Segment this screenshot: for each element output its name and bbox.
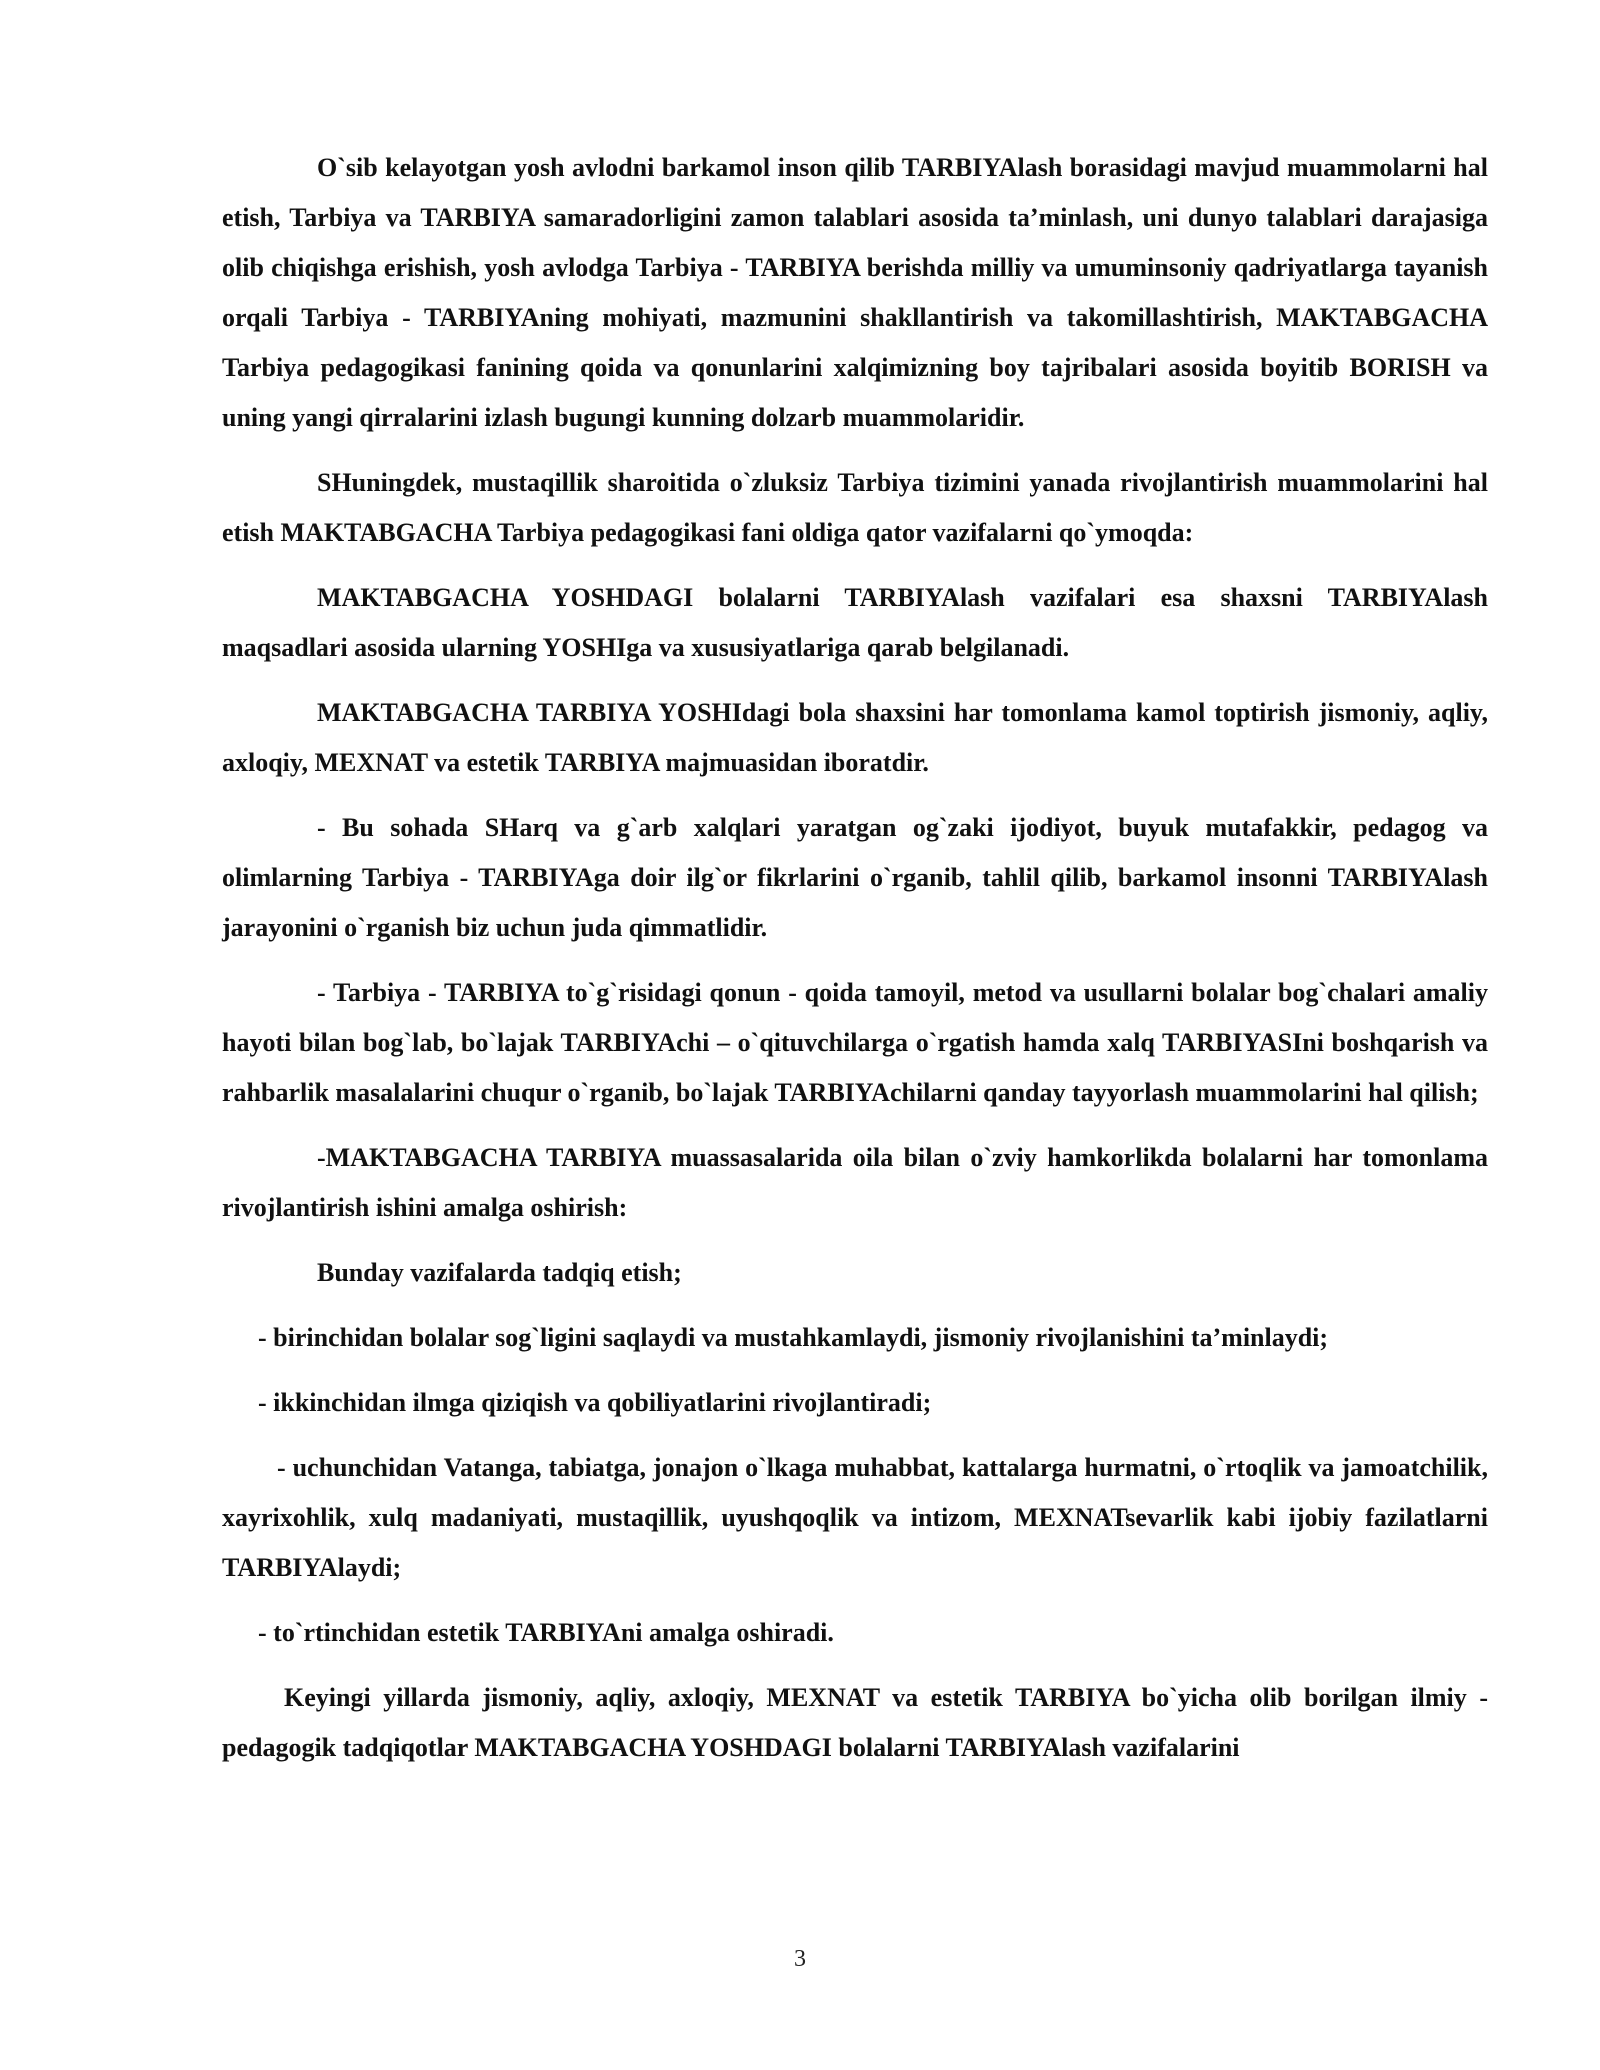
list-item-first: - birinchidan bolalar sog`ligini saqlaydi va mustahkamlaydi, jismoniy rivojlanishini ta’minlaydi; (258, 1323, 1329, 1352)
paragraph-laws: - Tarbiya - TARBIYA to`g`risidagi qonun - qoida tamoyil, metod va usullarni bolalar bog`chalari amaliy hayoti bilan bog`lab, bo`lajak TARBIYAchi – o`qituvchilarga o`rgatish hamda xalq TARBIYASIni boshqarish va rahbarlik masalalarini chuqur o`rganib, bo`lajak TARBIYAchilarni qanday tayyorlash muammolarini hal qilish; (222, 978, 1488, 1107)
page-number: 3 (794, 1946, 806, 1972)
paragraph-tasks-intro: SHuningdek, mustaqillik sharoitida o`zluksiz Tarbiya tizimini yanada rivojlantirish muammolarini hal etish MAKTABGACHA Tarbiya pedagogikasi fani oldiga qator vazifalarni qo`ymoqda: (222, 468, 1488, 547)
paragraph-research: Bunday vazifalarda tadqiq etish; (317, 1258, 682, 1287)
list-item-fourth: - to`rtinchidan estetik TARBIYAni amalga oshiradi. (258, 1618, 834, 1647)
list-item-second: - ikkinchidan ilmga qiziqish va qobiliyatlarini rivojlantiradi; (258, 1388, 932, 1417)
paragraph-family-cooperation: -MAKTABGACHA TARBIYA muassasalarida oila bilan o`zviy hamkorlikda bolalarni har tomonlama rivojlantirish ishini amalga oshirish: (222, 1143, 1488, 1222)
paragraph-east-west: - Bu sohada SHarq va g`arb xalqlari yaratgan og`zaki ijodiyot, buyuk mutafakkir, pedagog va olimlarning Tarbiya - TARBIYAga doir ilg`or fikrlarini o`rganib, tahlil qilib, barkamol insonni TARBIYAlash jarayonini o`rganish biz uchun juda qimmatlidir. (222, 813, 1488, 942)
paragraph-preschool-tasks: MAKTABGACHA YOSHDAGI bolalarni TARBIYAlash vazifalari esa shaxsni TARBIYAlash maqsadlari asosida ularning YOSHIga va xususiyatlariga qarab belgilanadi. (222, 583, 1488, 662)
list-item-third: - uchunchidan Vatanga, tabiatga, jonajon o`lkaga muhabbat, kattalarga hurmatni, o`rtoqlik va jamoatchilik, xayrixohlik, xulq madaniyati, mustaqillik, uyushqoqlik va intizom, MEXNATsevarlik kabi ijobiy fazilatlarni TARBIYAlaydi; (222, 1453, 1488, 1582)
paragraph-intro: O`sib kelayotgan yosh avlodni barkamol inson qilib TARBIYAlash borasidagi mavjud muammolarni hal etish, Tarbiya va TARBIYA samaradorligini zamon talablari asosida ta’minlash, uni dunyo talablari darajasiga olib chiqishga erishish, yosh avlodga Tarbiya - TARBIYA berishda milliy va umuminsoniy qadriyatlarga tayanish orqali Tarbiya - TARBIYAning mohiyati, mazmunini shakllantirish va takomillashtirish, MAKTABGACHA Tarbiya pedagogikasi fanining qoida va qonunlarini xalqimizning boy tajribalari asosida boyitib BORISH va uning yangi qirralarini izlash bugungi kunning dolzarb muammolaridir. (222, 153, 1488, 432)
document-body (222, 143, 1488, 1788)
paragraph-development: MAKTABGACHA TARBIYA YOSHIdagi bola shaxsini har tomonlama kamol toptirish jismoniy, aqliy, axloqiy, MEXNAT va estetik TARBIYA majmuasidan iboratdir. (222, 698, 1488, 777)
paragraph-recent-years: Keyingi yillarda jismoniy, aqliy, axloqiy, MEXNAT va estetik TARBIYA bo`yicha olib borilgan ilmiy - pedagogik tadqiqotlar MAKTABGACHA YOSHDAGI bolalarni TARBIYAlash vazifalarini (222, 1683, 1488, 1762)
